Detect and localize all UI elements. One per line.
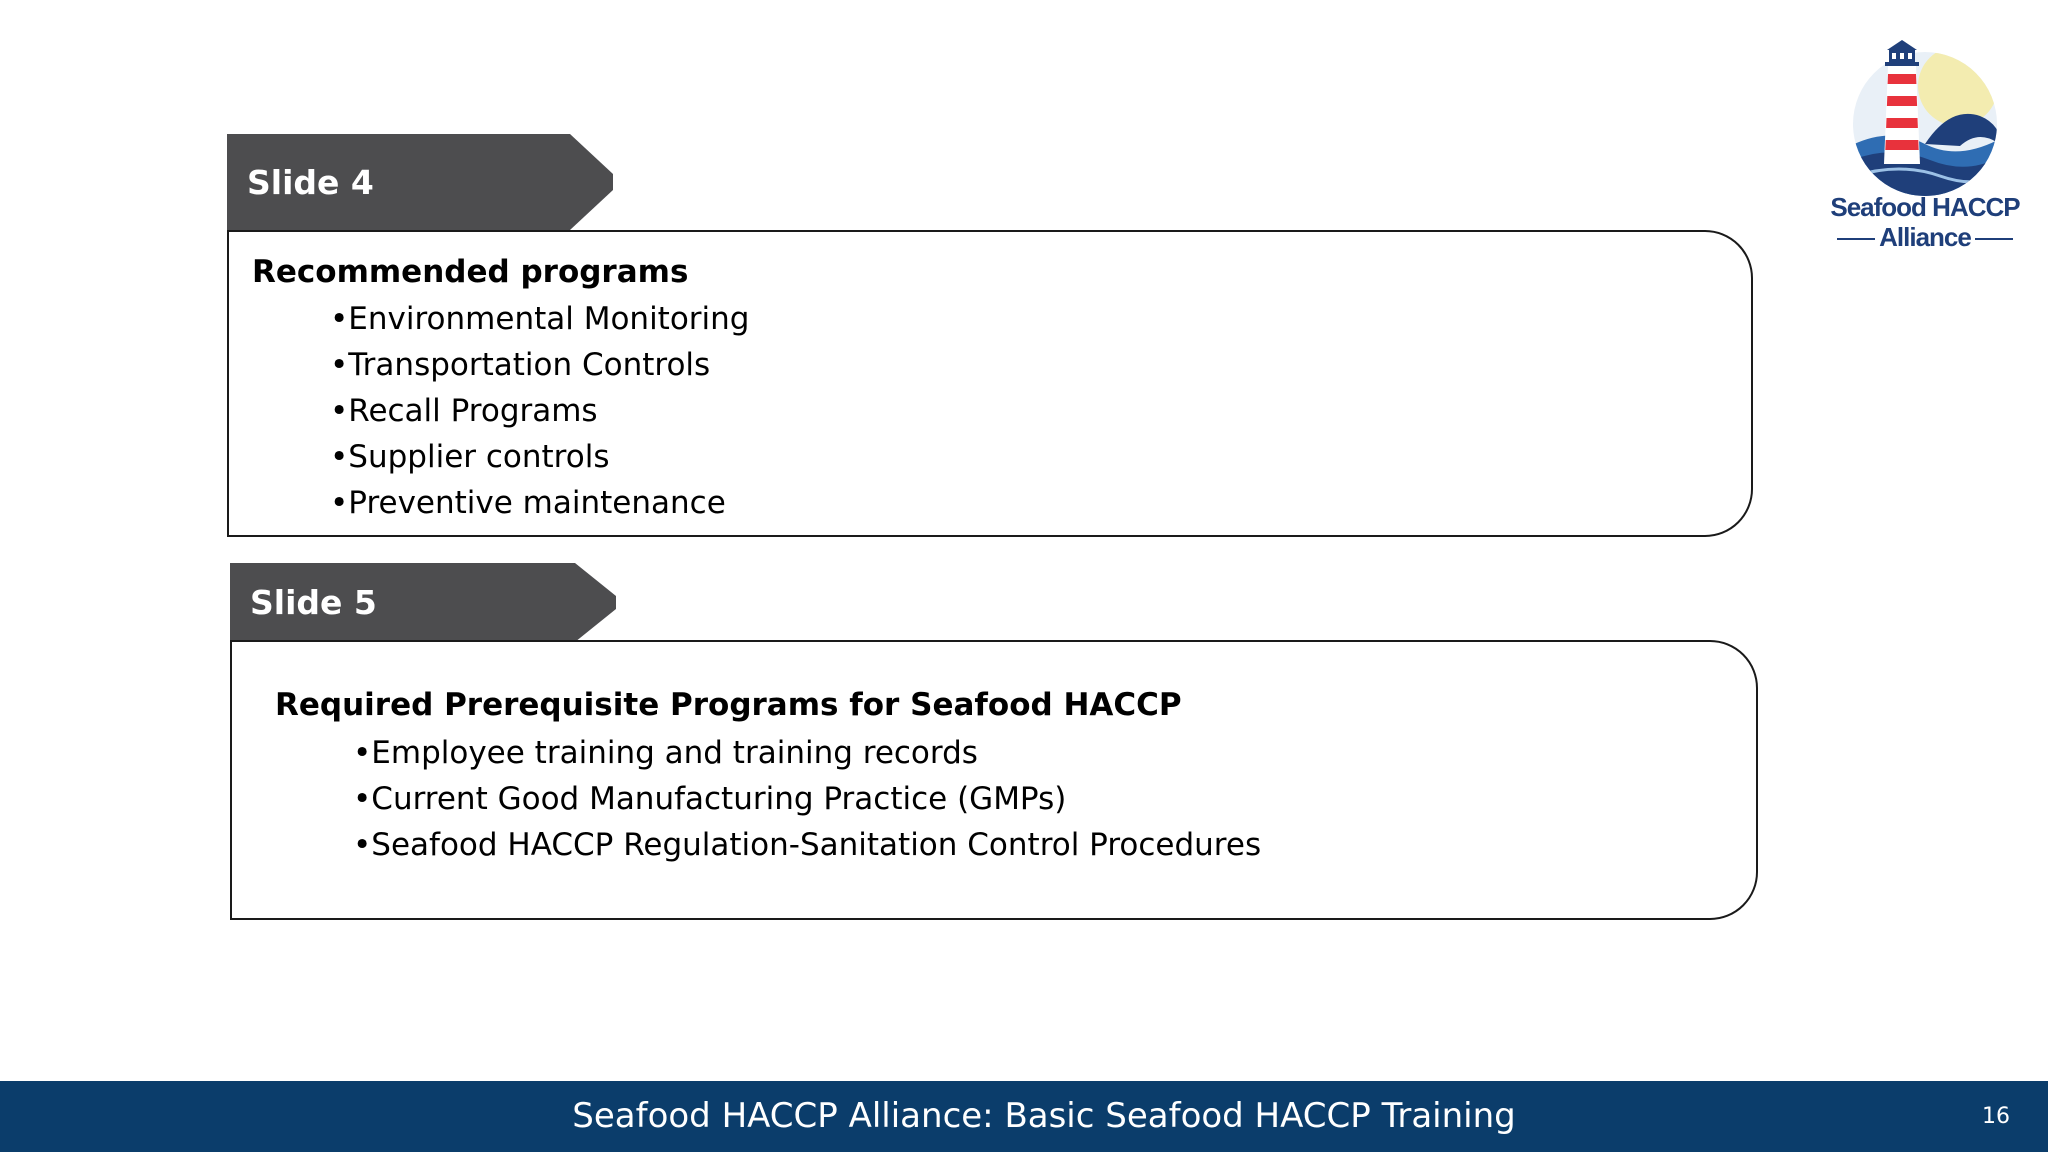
- logo-dash-right: [1975, 238, 2013, 240]
- slide-4-tab: [227, 134, 615, 230]
- slide-4-content-box: [227, 230, 1753, 537]
- list-item: • Current Good Manufacturing Practice (GMPs): [353, 776, 1261, 822]
- logo-name-line2-wrap: [1830, 222, 2020, 253]
- list-item: • Transportation Controls: [330, 342, 749, 388]
- logo-name-line2: Alliance: [1879, 222, 1971, 252]
- logo-dash-left: [1837, 238, 1875, 240]
- slide-5-tab-label: Slide 5: [250, 583, 377, 622]
- page-number: 16: [1982, 1104, 2010, 1129]
- slide-5-bullet-list: [353, 730, 1261, 868]
- seafood-haccp-alliance-logo: [1830, 36, 2020, 256]
- slide-5-title: Required Prerequisite Programs for Seafood HACCP: [275, 687, 1182, 723]
- slide-5-tab: [230, 563, 618, 642]
- slide-4-tab-label: Slide 4: [247, 162, 374, 202]
- list-item: • Preventive maintenance: [330, 480, 749, 526]
- list-item: • Seafood HACCP Regulation-Sanitation Control Procedures: [353, 822, 1261, 868]
- lighthouse-logo-icon: [1830, 36, 2020, 196]
- slide-4-bullet-list: [330, 296, 749, 526]
- list-item: • Recall Programs: [330, 388, 749, 434]
- slide-5-content-box: [230, 640, 1758, 920]
- list-item: • Environmental Monitoring: [330, 296, 749, 342]
- slide-4-title: Recommended programs: [252, 254, 689, 290]
- footer-title: Seafood HACCP Alliance: Basic Seafood HACCP Training: [572, 1096, 1516, 1136]
- list-item: • Supplier controls: [330, 434, 749, 480]
- logo-name-line1: Seafood HACCP: [1830, 192, 2020, 222]
- footer-bar: [0, 1081, 2048, 1152]
- list-item: • Employee training and training records: [353, 730, 1261, 776]
